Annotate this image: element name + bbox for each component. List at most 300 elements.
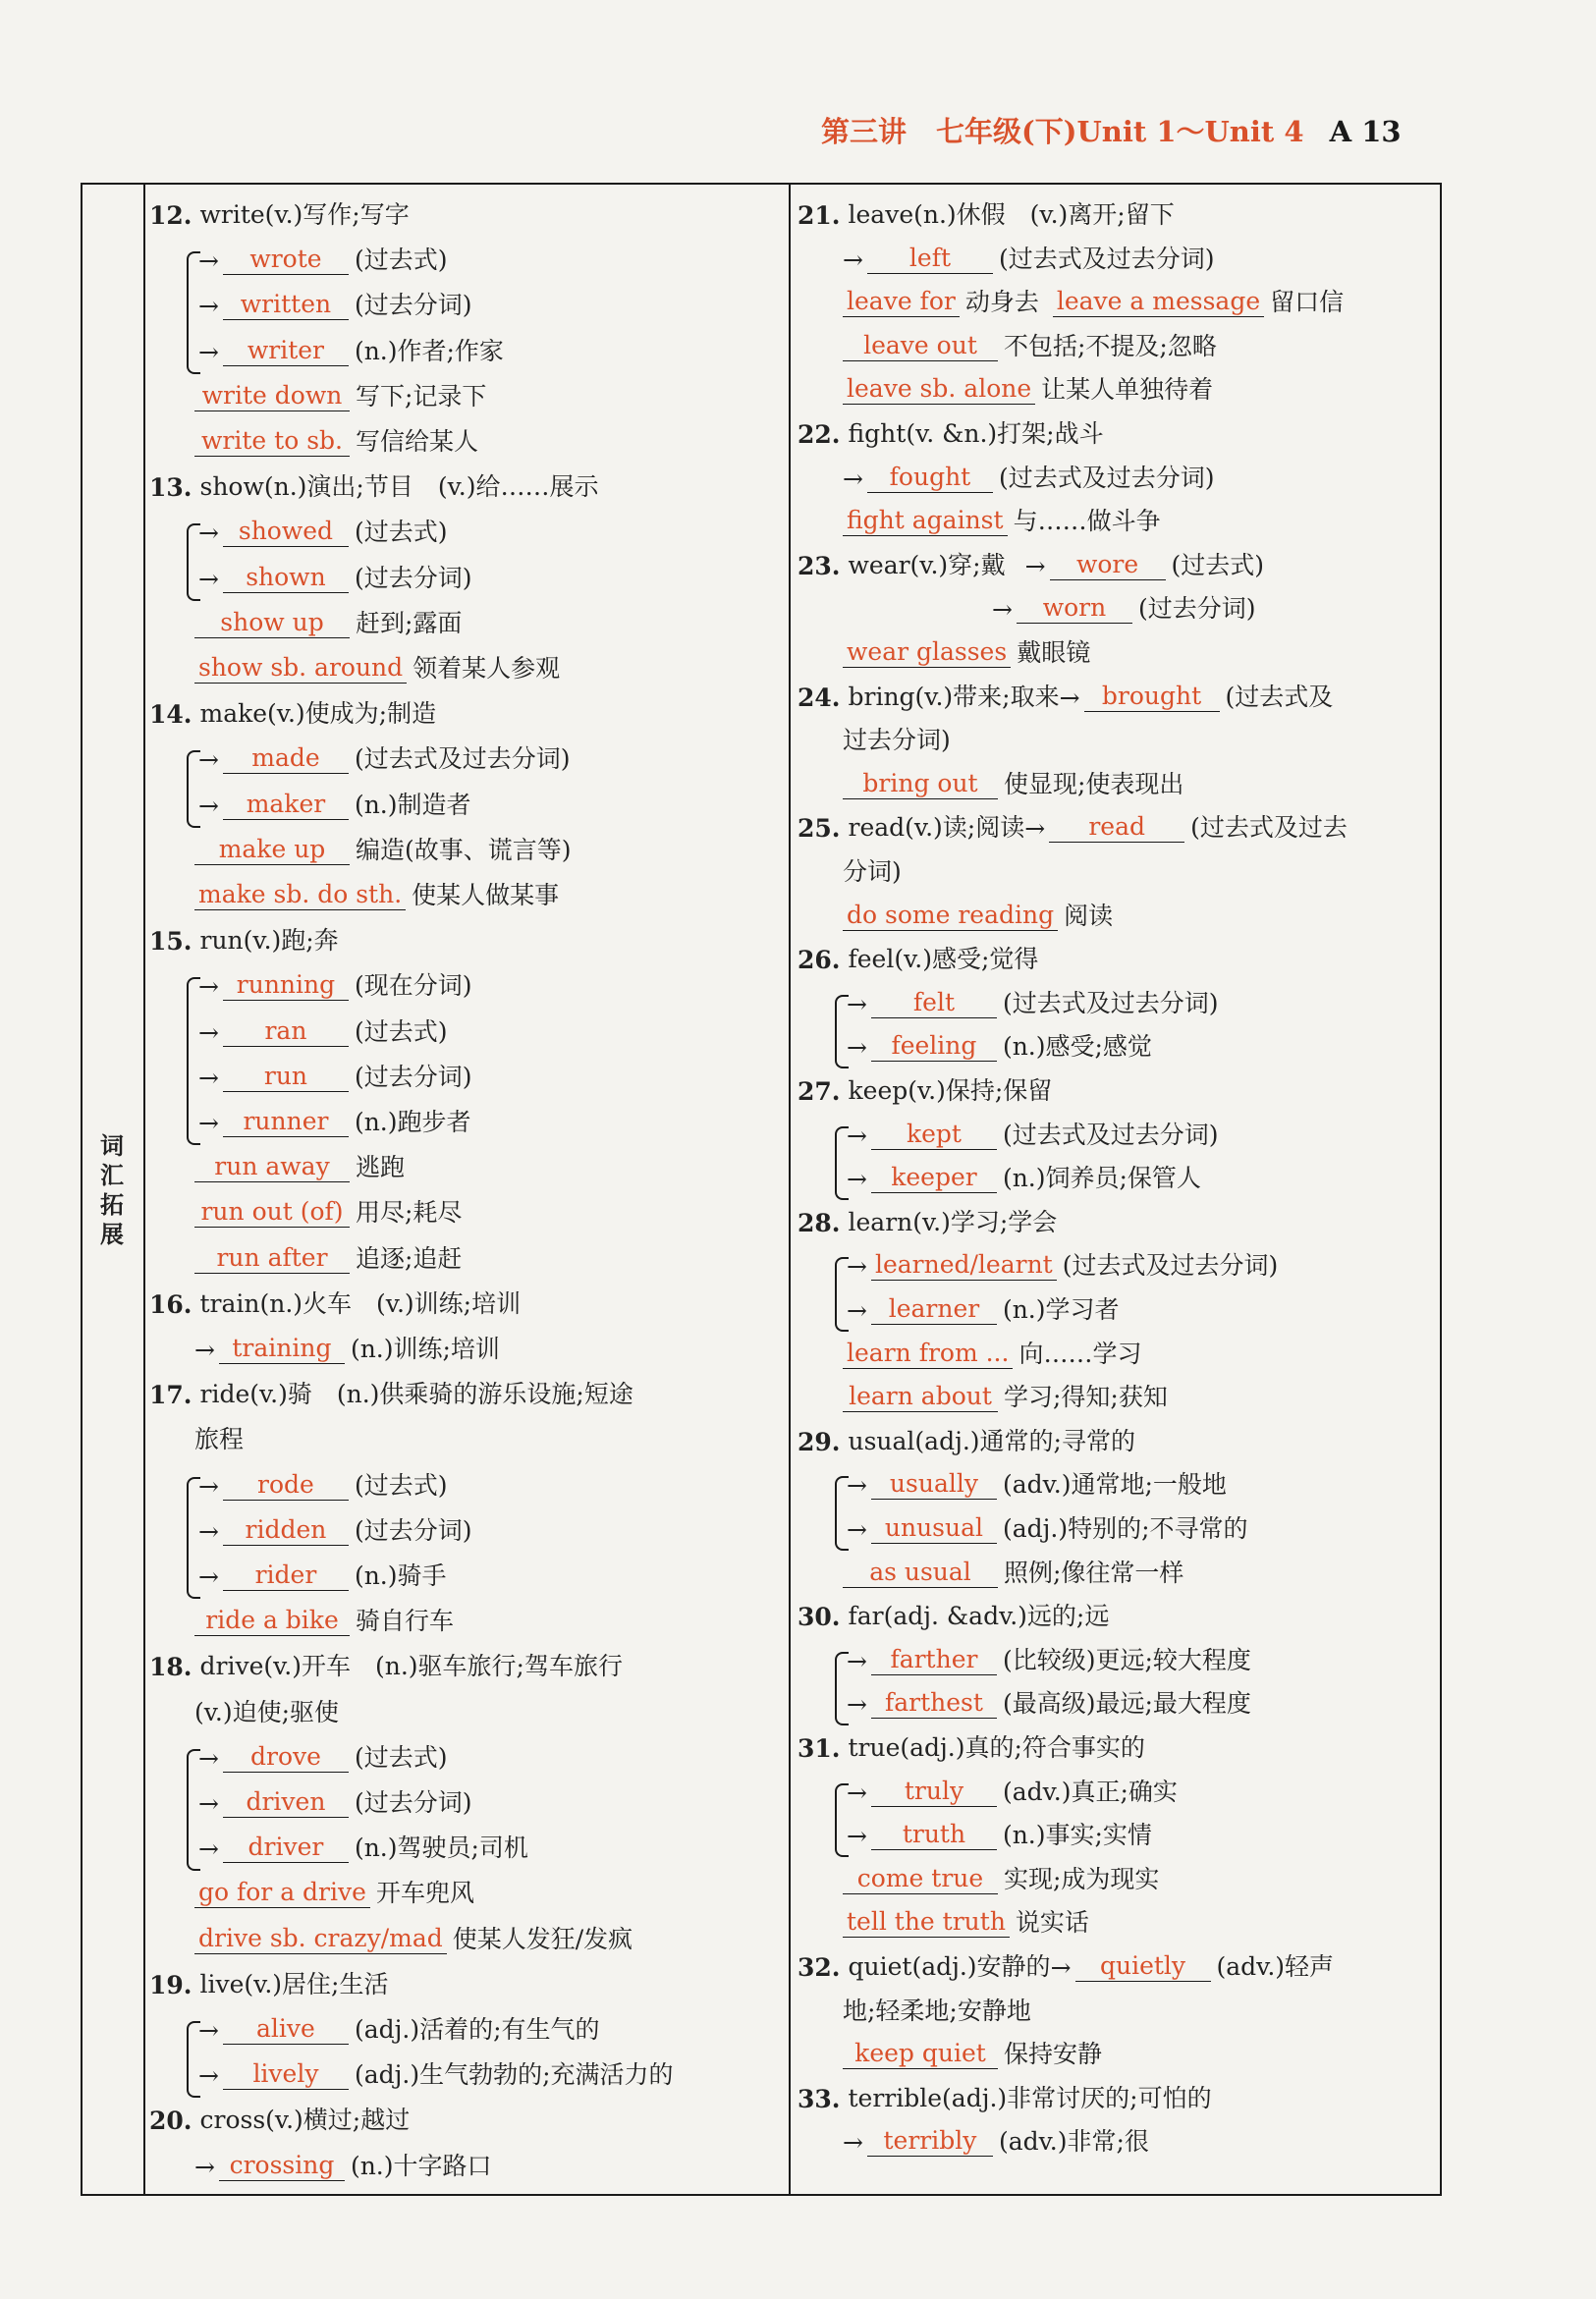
entry-line [798,1981,1436,2026]
entry-line [149,1682,778,1727]
answer-blank: runner [223,1107,349,1137]
arrow-icon: → [198,2061,219,2091]
entry-line [798,1937,1436,1982]
entry-number: 13. [149,473,193,503]
entry-note: 编造(故事、谎言等) [356,835,572,864]
entry-note: (过去式) [354,1470,448,1500]
arrow-icon: → [847,1033,867,1063]
entry-note: (n.)饲养员;保管人 [1002,1164,1201,1193]
entry-headword: leave(n.)休假 (v.)离开;留下 [848,200,1175,229]
answer-blank: leave a message [1053,287,1264,317]
answer-blank: showed [223,517,349,547]
entry-note: (adj.)活着的;有生气的 [354,2015,600,2044]
answer-blank: kept [871,1120,997,1150]
entry-note: (过去式及过去分词) [1062,1251,1279,1281]
arrow-icon: → [194,2152,215,2181]
arrow-icon: → [847,1296,867,1325]
answer-blank: go for a drive [194,1878,370,1908]
answer-blank: written [223,290,349,320]
entry-line [798,1016,1436,1062]
answer-blank: drive sb. crazy/mad [194,1924,447,1954]
answer-blank: writer [223,336,349,366]
entry-line [149,729,778,774]
entry-note: 使某人发狂/发疯 [452,1924,633,1953]
entry-number: 23. [798,551,841,580]
entry-line [149,1727,778,1773]
entry-note: (过去分词) [354,291,472,320]
arrow-icon: → [198,745,219,775]
entry-note: 不包括;不提及;忽略 [1004,331,1217,360]
answer-blank: ran [223,1016,349,1047]
arrow-icon: → [198,564,219,593]
entry-line [149,775,778,820]
entry-line [798,754,1436,799]
answer-blank: make up [194,835,350,865]
answer-blank: truly [871,1777,997,1807]
answer-blank: training [219,1334,345,1364]
entry-line [798,1324,1436,1369]
entry-number: 18. [149,1653,193,1682]
entry-note: (过去式及过去分词) [1002,988,1219,1017]
section-title: 第三讲 [821,115,908,148]
entry-line [149,956,778,1001]
entry-line [798,229,1436,274]
arrow-icon: → [1024,551,1046,580]
entry-number: 33. [798,2084,841,2113]
entry-note: (现在分词) [354,971,472,1001]
answer-blank: felt [871,988,997,1018]
arrow-icon: → [847,1822,867,1851]
entry-line [149,1274,778,1319]
answer-blank: tell the truth [843,1907,1010,1938]
entry-line [798,1367,1436,1412]
answer-blank: fight against [843,506,1008,536]
arrow-icon: → [198,519,219,548]
arrow-icon: → [198,1516,219,1546]
arrow-icon: → [847,1121,867,1150]
entry-note: (比较级)更远;较大程度 [1002,1645,1251,1674]
entry-line [149,1364,778,1409]
answer-blank: leave out [843,331,998,361]
entry-line [798,1499,1436,1544]
entry-headword: quiet(adj.)安静的 [848,1952,1051,1981]
entry-line [798,1454,1436,1500]
entry-continuation: 过去分词) [843,726,951,755]
entry-note: 学习;得知;获知 [1004,1383,1168,1412]
answer-blank: show up [194,608,350,638]
arrow-icon: → [198,1471,219,1501]
entry-continuation: (v.)迫使;驱使 [194,1697,340,1726]
answer-blank: fought [867,463,993,493]
entry-note: (adj.)生气勃勃的;充满活力的 [354,2060,674,2090]
answer-blank: running [223,970,349,1001]
entry-number: 30. [798,1603,841,1632]
entry-line [149,1092,778,1137]
entry-headword: write(v.)写作;写字 [199,200,410,229]
entry-number: 15. [149,927,193,957]
answer-blank: rider [223,1560,349,1591]
answer-blank: learn about [843,1382,998,1412]
answer-blank: leave for [843,287,960,317]
entry-note: (过去式及过去分词) [1002,1120,1219,1149]
answer-blank: lively [223,2059,349,2090]
arrow-icon: → [198,292,219,321]
answer-blank: keeper [871,1163,997,1193]
entry-headword: drive(v.)开车 (n.)驱车旅行;驾车旅行 [199,1652,623,1681]
answer-blank: read [1049,812,1184,843]
entry-line [798,448,1436,493]
arrow-icon: → [198,1063,219,1092]
entry-line [798,1805,1436,1850]
entry-line [798,1148,1436,1193]
entry-note: (过去式) [354,246,448,275]
arrow-icon: → [847,1690,867,1720]
arrow-icon: → [992,595,1013,625]
entry-line [798,1892,1436,1938]
brace-bracket [187,977,200,1145]
entry-line [798,1192,1436,1237]
page-header [821,110,1435,150]
answer-blank: write down [194,381,350,411]
entry-line [798,973,1436,1018]
entry-note: 逃跑 [356,1153,406,1182]
entry-headword: wear(v.)穿;戴 [848,550,1006,579]
entry-line [149,1636,778,1681]
entry-line [149,1047,778,1092]
entry-note: (过去式及过去分词) [998,463,1215,492]
page-footer [29,2196,1567,2284]
answer-blank: wrote [223,245,349,275]
entry-line [798,2068,1436,2113]
answer-blank: unusual [871,1513,997,1544]
entry-note: (最高级)最远;最大程度 [1002,1689,1251,1719]
answer-blank: driven [223,1787,349,1818]
entry-note: (过去式) [354,1016,448,1046]
entry-headword: far(adj. &adv.)远的;远 [848,1602,1110,1631]
entry-note: (过去分词) [354,1515,472,1545]
answer-blank: truth [871,1820,997,1850]
entry-note: (过去分词) [354,1062,472,1091]
answer-blank: left [867,244,993,274]
entry-note: (n.)骑手 [354,1561,447,1590]
answer-blank: farthest [871,1688,997,1719]
entry-line [149,1501,778,1546]
entry-line [798,316,1436,361]
entry-line [149,1182,778,1228]
answer-blank: ride a bike [194,1606,350,1636]
arrow-icon: → [198,246,219,276]
entry-note: (过去式) [354,518,448,547]
brace-bracket [187,750,200,827]
entry-note: 说实话 [1015,1908,1089,1938]
entry-note: (过去分词) [1137,594,1256,624]
entry-number: 14. [149,700,193,730]
entry-line [798,272,1436,317]
entry-note: (n.)作者;作家 [354,336,504,365]
entry-line [149,1818,778,1863]
answer-blank: do some reading [843,901,1058,931]
arrow-icon: → [198,1789,219,1818]
entry-line [149,1591,778,1636]
answer-blank: maker [223,790,349,820]
entry-line [149,1999,778,2045]
arrow-icon: → [198,791,219,820]
entry-note: (n.)制造者 [354,790,471,819]
entry-line [798,359,1436,405]
entry-number: 20. [149,2107,193,2136]
answer-blank: as usual [843,1558,998,1588]
entry-note: (n.)驾驶员;司机 [354,1834,528,1863]
answer-blank: learned/learnt [871,1250,1057,1281]
page-number: A 13 [1329,115,1402,148]
entry-line [149,1546,778,1591]
entry-note: (过去分词) [354,563,472,592]
entry-note: (adv.)轻声 [1216,1952,1335,1981]
entry-line [149,502,778,547]
entry-line [149,1954,778,1999]
brace-bracket [835,995,849,1068]
entry-line [149,2136,778,2181]
entry-note: (过去式及过去分词) [998,244,1215,273]
entry-number: 12. [149,201,193,230]
sidebar-divider [143,183,145,2196]
arrow-icon: → [198,2016,219,2045]
answer-blank: wear glasses [843,637,1011,668]
entry-number: 19. [149,1970,193,1999]
answer-blank: run away [194,1152,350,1182]
unit-title: 七年级(下)Unit 1～Unit 4 [936,115,1304,148]
arrow-icon: → [1059,683,1080,712]
entry-line [798,1673,1436,1719]
entry-note: (过去分词) [354,1788,472,1817]
entry-continuation: 地;轻柔地;安静地 [843,1996,1031,2025]
entry-line [798,1586,1436,1631]
answer-blank: feeling [871,1031,997,1062]
entry-line [149,820,778,865]
answer-blank: wore [1050,550,1166,580]
entry-note: 使某人做某事 [412,881,560,909]
entry-headword: live(v.)居住;生活 [199,1969,389,1998]
answer-blank: made [223,743,349,774]
entry-line [798,842,1436,887]
entry-line [798,1061,1436,1106]
entry-line [798,491,1436,536]
entry-line [149,548,778,593]
entry-headword: fight(v. &n.)打架;战斗 [848,419,1104,448]
entry-note: (adv.)通常地;一般地 [1002,1470,1227,1500]
entry-continuation: 旅程 [194,1425,245,1454]
entry-note: 向……学习 [1018,1339,1142,1368]
brace-bracket [187,1477,200,1600]
entry-line [149,457,778,502]
answer-blank: run [223,1062,349,1092]
entry-number: 24. [798,683,841,712]
brace-bracket [835,1783,849,1857]
arrow-icon: → [847,1646,867,1675]
entry-line [798,623,1436,668]
entry-note: 赶到;露面 [356,608,463,637]
entry-headword: true(adj.)真的;符合事实的 [848,1733,1145,1762]
entry-line [798,1630,1436,1675]
brace-bracket [835,1652,849,1725]
entry-note: 与……做斗争 [1013,507,1161,536]
answer-blank: write to sb. [194,426,350,457]
answer-blank: rode [223,1470,349,1501]
entry-note: 骑自行车 [356,1607,455,1636]
entry-number: 29. [798,1427,841,1456]
entry-line [149,1909,778,1954]
answer-blank: bring out [843,769,998,799]
brace-bracket [835,1126,849,1200]
entry-line [798,1235,1436,1281]
entry-headword: feel(v.)感受;觉得 [848,945,1039,974]
entry-note: (n.)训练;培训 [350,1335,500,1363]
entry-number: 22. [798,420,841,449]
brace-bracket [835,1257,849,1331]
entry-number: 26. [798,946,841,975]
sidebar-char: 拓 [100,1191,124,1219]
entry-line [149,1409,778,1454]
entry-note: 实现;成为现实 [1004,1864,1160,1893]
entry-line [149,411,778,457]
entry-line [149,638,778,684]
entry-line [798,1762,1436,1807]
entry-note: 阅读 [1064,901,1114,930]
entry-note: 开车兜风 [375,1879,474,1908]
entry-note: 让某人单独待着 [1041,375,1214,405]
arrow-icon: → [843,464,863,493]
entry-note: 使显现;使表现出 [1004,769,1184,798]
column-divider [789,183,791,2196]
entry-note: (n.)跑步者 [354,1108,471,1136]
entry-number: 31. [798,1734,841,1763]
entry-note: (adv.)非常;很 [998,2127,1149,2157]
entry-line [149,2045,778,2090]
arrow-icon: → [847,989,867,1018]
answer-blank: alive [223,2014,349,2045]
arrow-icon: → [1024,814,1046,844]
answer-blank: learner [871,1294,997,1325]
entry-headword: train(n.)火车 (v.)训练;培训 [199,1288,522,1318]
answer-blank: run after [194,1243,350,1274]
entry-headword: read(v.)读;阅读 [848,813,1025,843]
entry-line [149,1773,778,1818]
entry-line [149,1137,778,1182]
entry-note: (n.)十字路口 [350,2151,492,2180]
arrow-icon: → [847,1515,867,1544]
entry-line [149,593,778,638]
arrow-icon: → [198,1109,219,1137]
answer-blank: usually [871,1469,997,1500]
entry-number: 17. [149,1381,193,1410]
answer-blank: crossing [219,2151,345,2181]
answer-blank: make sb. do sth. [194,880,406,910]
entry-line [798,578,1436,624]
brace-bracket [835,1476,849,1550]
entry-note: 动身去 [964,288,1039,317]
entry-line [149,1229,778,1274]
entry-headword: run(v.)跑;奔 [199,926,339,956]
entry-line [149,2090,778,2135]
entry-note: (过去式及过去 [1190,813,1348,843]
entry-headword: learn(v.)学习;学会 [848,1207,1058,1236]
entry-line [798,797,1436,843]
entry-number: 32. [798,1953,841,1982]
answer-blank: keep quiet [843,2039,998,2069]
entry-note: 用尽;耗尽 [356,1198,463,1228]
arrow-icon: → [198,1743,219,1773]
answer-blank: brought [1084,682,1220,712]
arrow-icon: → [843,245,863,274]
entry-line [798,1411,1436,1456]
brace-bracket [187,251,200,374]
arrow-icon: → [847,1165,867,1194]
entry-line [149,684,778,729]
entry-line [149,865,778,910]
answer-blank: driver [223,1833,349,1863]
arrow-icon: → [198,1017,219,1047]
entry-line [149,185,778,230]
entry-note: 写下;记录下 [356,381,487,411]
entry-number: 25. [798,814,841,844]
answer-blank: come true [843,1864,998,1894]
answer-blank: show sb. around [194,653,407,684]
sidebar-char: 词 [100,1132,124,1160]
arrow-icon: → [198,1834,219,1864]
entry-note: (过去式及 [1225,682,1334,711]
answer-blank: farther [871,1645,997,1675]
entry-note: 领着某人参观 [413,654,561,683]
entry-note: (过去式及过去分词) [354,744,571,774]
entry-line [798,1849,1436,1894]
answer-blank: learn from ... [843,1339,1013,1369]
entry-headword: usual(adj.)通常的;寻常的 [848,1426,1135,1455]
entry-headword: show(n.)演出;节目 (v.)给……展示 [199,472,599,502]
entry-number: 21. [798,201,841,230]
entry-line [798,535,1436,580]
entry-line [798,1718,1436,1763]
arrow-icon: → [198,972,219,1002]
entry-headword: cross(v.)横过;越过 [199,2106,411,2135]
entry-line [798,1105,1436,1150]
entry-line [798,710,1436,755]
brace-bracket [187,2021,200,2098]
entry-line [798,1280,1436,1325]
entry-headword: ride(v.)骑 (n.)供乘骑的游乐设施;短途 [199,1380,633,1409]
answer-blank: drove [223,1742,349,1773]
entry-line [798,404,1436,449]
brace-bracket [187,523,200,600]
arrow-icon: → [847,1252,867,1282]
entry-note: (n.)事实;实情 [1002,1821,1152,1850]
entry-line [149,275,778,320]
entry-note: 保持安静 [1004,2040,1103,2069]
sidebar-char: 汇 [100,1162,124,1189]
entry-note: (n.)学习者 [1002,1295,1120,1324]
entry-note: (adj.)特别的;不寻常的 [1002,1514,1248,1543]
arrow-icon: → [847,1778,867,1807]
entry-headword: bring(v.)带来;取来 [848,682,1060,711]
arrow-icon: → [847,1471,867,1501]
arrow-icon: → [194,1336,215,1364]
answer-blank: quietly [1075,1951,1211,1982]
entry-line [149,910,778,956]
entry-headword: make(v.)使成为;制造 [199,699,437,729]
entry-line [149,1455,778,1501]
entry-note: 写信给某人 [356,427,479,456]
entry-number: 28. [798,1208,841,1237]
answer-blank: run out (of) [194,1197,350,1228]
